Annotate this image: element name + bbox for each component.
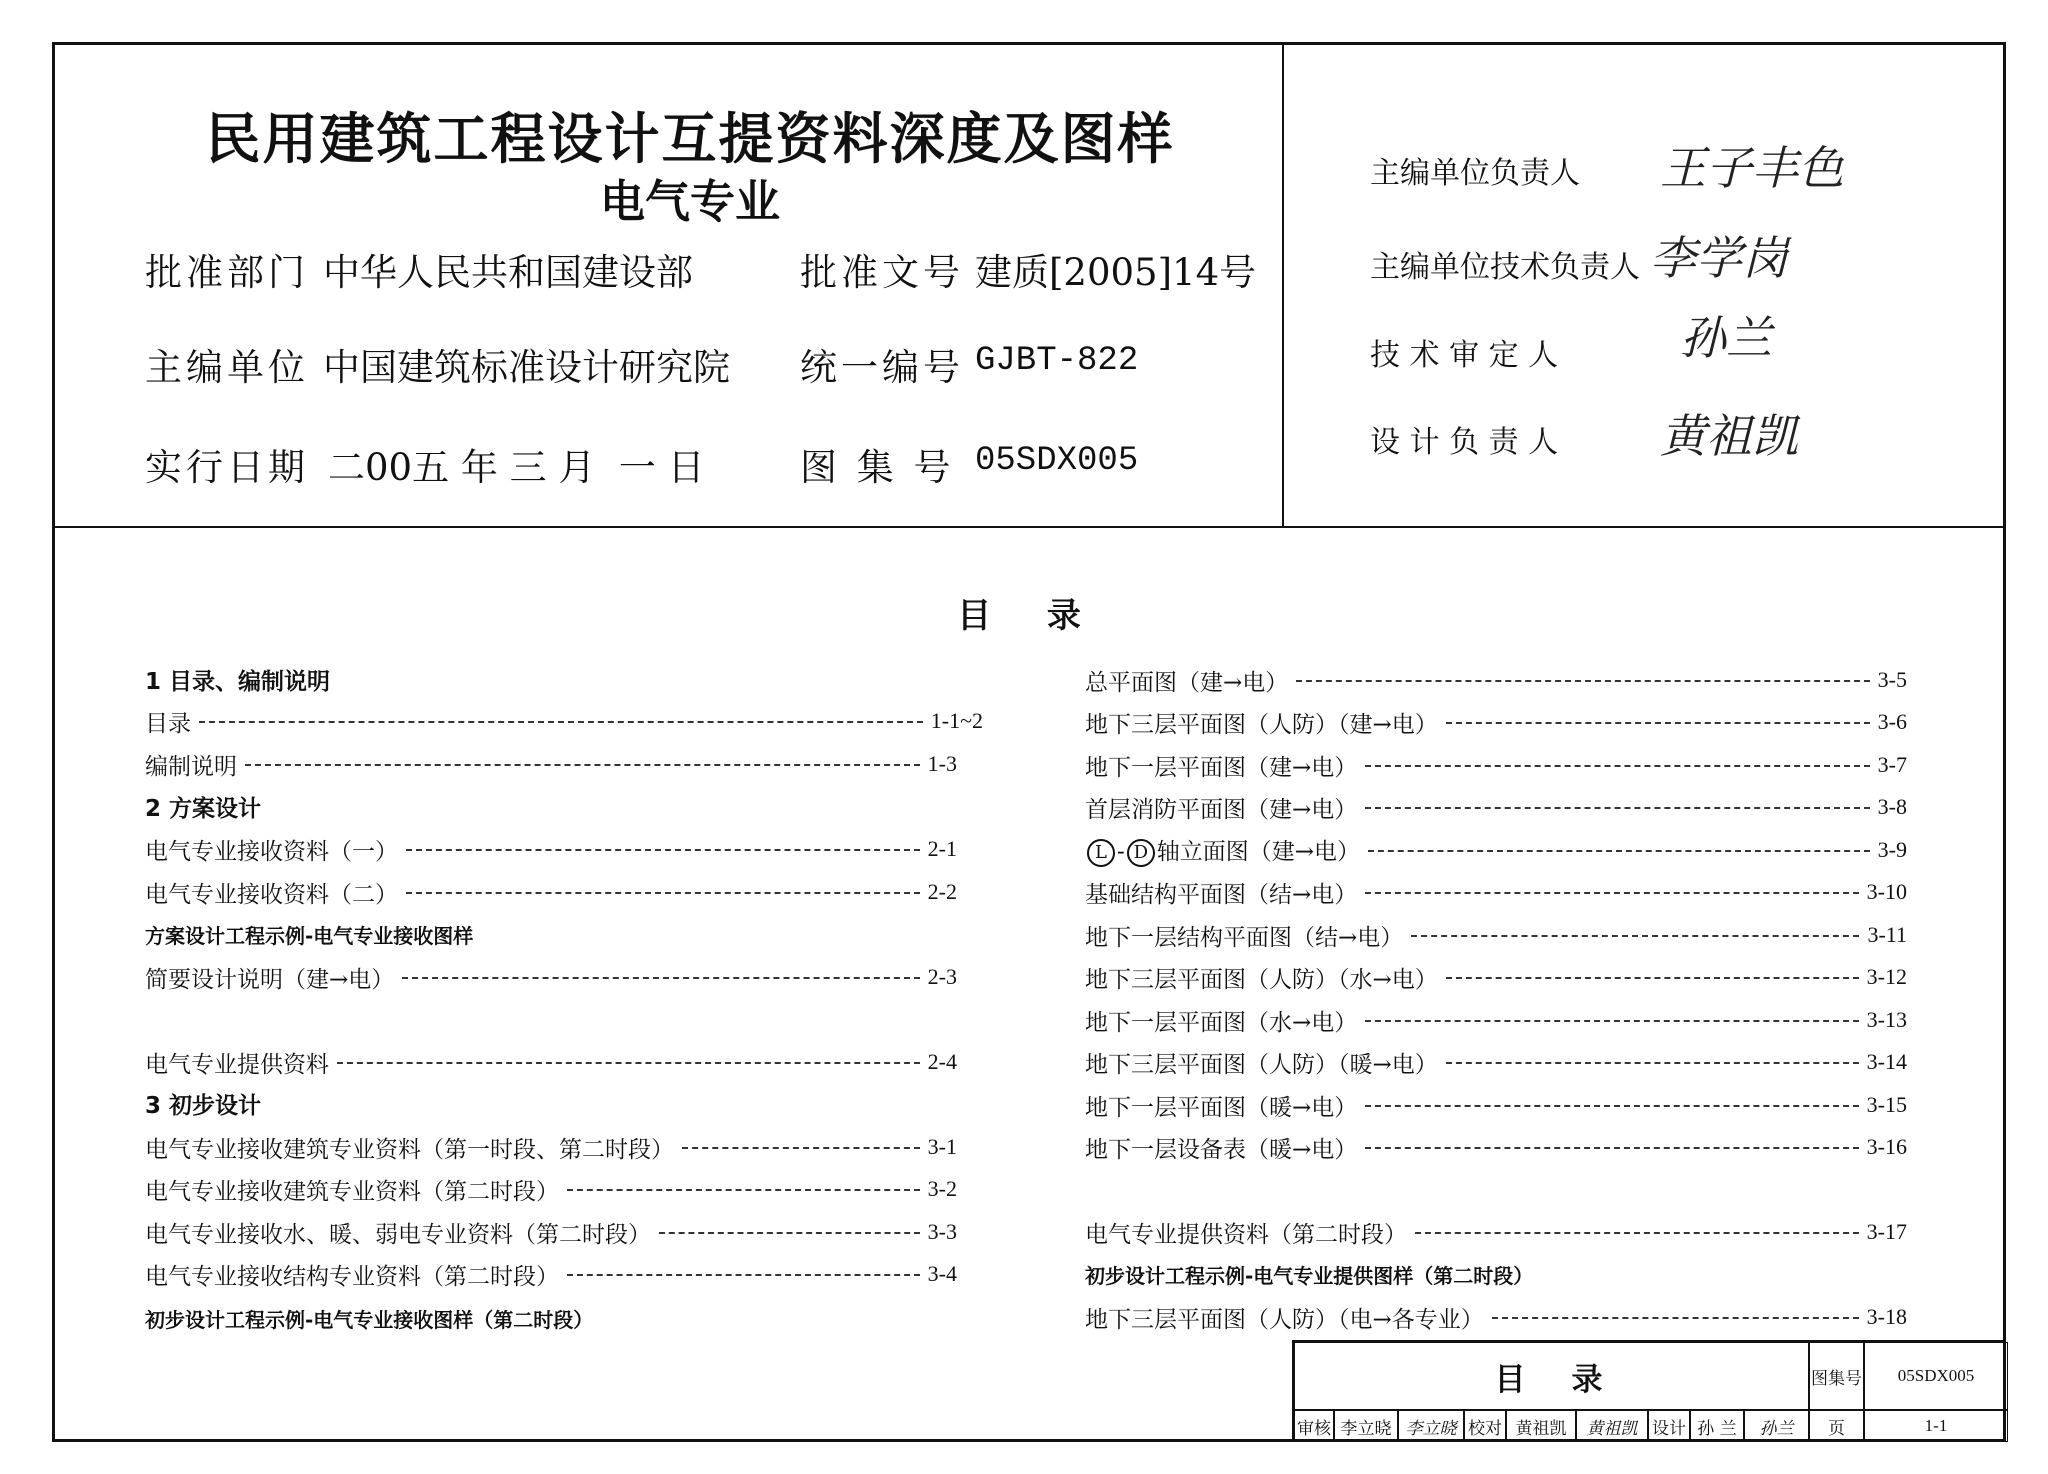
document-subtitle: 电气专业 bbox=[599, 175, 780, 228]
designer-name: 孙 兰 bbox=[1690, 1410, 1744, 1442]
toc-row[interactable] bbox=[145, 960, 957, 994]
toc-row-page: 3-17 bbox=[1866, 1219, 1907, 1244]
resp-label-design-lead: 设 计 负 责 人 bbox=[1370, 425, 1559, 460]
toc-row[interactable] bbox=[1085, 833, 1907, 867]
meta-value-chief-unit: 中国建筑标准设计研究院 bbox=[323, 346, 730, 389]
toc-row[interactable] bbox=[145, 747, 957, 781]
toc-row-axis-label: L - D 轴立面图（建→电） bbox=[1085, 833, 1360, 867]
toc-row-text: 简要设计说明（建→电） bbox=[145, 966, 395, 993]
toc-section-1: 1 目录、编制说明 bbox=[145, 669, 331, 695]
signature-tech-approver: 孙兰 bbox=[1680, 311, 1772, 365]
meta-value-approval-no: 建质[2005]14号 bbox=[975, 251, 1257, 294]
toc-subheading: 方案设计工程示例-电气专业接收图样 bbox=[145, 924, 474, 948]
toc-row[interactable] bbox=[1085, 663, 1907, 697]
toc-row-text: 编制说明 bbox=[145, 753, 237, 780]
toc-row-page: 3-15 bbox=[1866, 1092, 1907, 1117]
toc-row-page: 3-6 bbox=[1877, 709, 1907, 734]
toc-row-text: 地下一层结构平面图（结→电） bbox=[1085, 924, 1404, 951]
toc-row-text: 地下三层平面图（人防）（建→电） bbox=[1085, 711, 1438, 738]
toc-row-page: 1-3 bbox=[927, 751, 957, 776]
toc-row[interactable] bbox=[1085, 1003, 1907, 1037]
toc-row-text: 首层消防平面图（建→电） bbox=[1085, 796, 1358, 823]
toc-row[interactable] bbox=[1085, 875, 1907, 909]
meta-value-atlas-no: 05SDX005 bbox=[975, 442, 1139, 480]
toc-row-page: 2-2 bbox=[927, 879, 957, 904]
toc-row[interactable] bbox=[1085, 705, 1907, 739]
toc-row-text: 总平面图（建→电） bbox=[1085, 669, 1289, 696]
leader-dashes bbox=[1365, 1020, 1858, 1022]
toc-row-page: 2-3 bbox=[927, 964, 957, 989]
toc-row-text: 地下一层平面图（水→电） bbox=[1085, 1009, 1358, 1036]
toc-row[interactable] bbox=[1085, 1088, 1907, 1122]
toc-row-text: 地下一层平面图（暖→电） bbox=[1085, 1094, 1358, 1121]
toc-row-page: 3-8 bbox=[1877, 794, 1907, 819]
design-label: 设计 bbox=[1648, 1410, 1690, 1442]
document-title: 民用建筑工程设计互提资料深度及图样 bbox=[205, 107, 1175, 171]
leader-dashes bbox=[1365, 807, 1869, 809]
toc-row-text: 地下三层平面图（人防）（电→各专业） bbox=[1085, 1306, 1484, 1333]
signature-design-lead: 黄祖凯 bbox=[1660, 409, 1798, 463]
toc-row[interactable] bbox=[1085, 918, 1907, 952]
toc-row-page: 3-5 bbox=[1877, 667, 1907, 692]
leader-dashes bbox=[1365, 892, 1858, 894]
toc-row-text: 地下一层平面图（建→电） bbox=[1085, 754, 1358, 781]
leader-dashes bbox=[1368, 850, 1870, 852]
reviewer-name: 李立晓 bbox=[1334, 1410, 1398, 1442]
leader-dashes bbox=[406, 892, 920, 894]
toc-row-text: 电气专业接收结构专业资料（第二时段） bbox=[145, 1263, 559, 1290]
toc-row-text: 电气专业提供资料 bbox=[145, 1051, 329, 1078]
toc-row-text: 基础结构平面图（结→电） bbox=[1085, 881, 1358, 908]
toc-row[interactable] bbox=[1085, 1045, 1907, 1079]
toc-row[interactable] bbox=[1085, 790, 1907, 824]
meta-label-approval-dept: 批准部门 bbox=[145, 251, 309, 294]
checker-signature: 黄祖凯 bbox=[1576, 1410, 1648, 1442]
page-label: 页 bbox=[1809, 1410, 1864, 1442]
toc-row-text: 地下三层平面图（人防）（暖→电） bbox=[1085, 1051, 1438, 1078]
leader-dashes bbox=[1446, 722, 1870, 724]
checker-name: 黄祖凯 bbox=[1506, 1410, 1576, 1442]
toc-row-page: 3-13 bbox=[1866, 1007, 1907, 1032]
toc-section-2: 2 方案设计 bbox=[145, 796, 262, 822]
leader-dashes bbox=[1492, 1317, 1859, 1319]
atlas-no-label: 图集号 bbox=[1809, 1342, 1864, 1410]
toc-row-text: 轴立面图（建→电） bbox=[1156, 839, 1361, 865]
toc-row-text: 地下一层设备表（暖→电） bbox=[1085, 1136, 1358, 1163]
signature-chief-unit-head: 王子丰色 bbox=[1660, 141, 1844, 195]
atlas-no-value: 05SDX005 bbox=[1864, 1342, 2008, 1410]
leader-dashes bbox=[1446, 977, 1859, 979]
toc-row[interactable] bbox=[1085, 1130, 1907, 1164]
meta-value-approval-dept: 中华人民共和国建设部 bbox=[323, 251, 693, 294]
toc-row[interactable] bbox=[1085, 1215, 1907, 1249]
axis-circle-l: L bbox=[1087, 839, 1115, 867]
leader-dashes bbox=[337, 1062, 920, 1064]
meta-label-chief-unit: 主编单位 bbox=[145, 346, 309, 389]
toc-subheading: 初步设计工程示例-电气专业接收图样（第二时段） bbox=[145, 1308, 594, 1332]
toc-row-text: 地下三层平面图（人防）（水→电） bbox=[1085, 966, 1438, 993]
toc-row-page: 1-1~2 bbox=[930, 708, 983, 733]
toc-title: 目 录 bbox=[957, 596, 1103, 636]
toc-row-text: 电气专业接收资料（二） bbox=[145, 881, 398, 908]
toc-row[interactable] bbox=[1085, 960, 1907, 994]
toc-row-page: 3-16 bbox=[1866, 1134, 1907, 1159]
toc-row-text: 目录 bbox=[145, 710, 191, 737]
leader-dashes bbox=[1415, 1232, 1859, 1234]
toc-row-text: 电气专业提供资料（第二时段） bbox=[1085, 1221, 1407, 1248]
toc-row-page: 2-1 bbox=[927, 836, 957, 861]
toc-row-text: 电气专业接收建筑专业资料（第一时段、第二时段） bbox=[145, 1136, 674, 1163]
leader-dashes bbox=[245, 764, 920, 766]
toc-row-text: 电气专业接收建筑专业资料（第二时段） bbox=[145, 1178, 559, 1205]
meta-value-unified-no: GJBT-822 bbox=[975, 342, 1139, 380]
toc-row-page: 3-9 bbox=[1877, 837, 1907, 862]
toc-row[interactable] bbox=[145, 704, 983, 738]
leader-dashes bbox=[567, 1274, 920, 1276]
leader-dashes bbox=[567, 1189, 920, 1191]
axis-circle-d: D bbox=[1127, 839, 1155, 867]
resp-label-chief-unit-head: 主编单位负责人 bbox=[1370, 156, 1580, 191]
toc-row[interactable] bbox=[145, 1130, 957, 1164]
resp-label-chief-tech-head: 主编单位技术负责人 bbox=[1370, 250, 1640, 285]
toc-row[interactable] bbox=[145, 832, 957, 866]
leader-dashes bbox=[659, 1232, 920, 1234]
toc-row-page: 3-18 bbox=[1866, 1304, 1907, 1329]
leader-dashes bbox=[1411, 935, 1859, 937]
header-divider bbox=[52, 526, 2006, 528]
leader-dashes bbox=[1365, 1105, 1858, 1107]
toc-row-page: 3-2 bbox=[927, 1176, 957, 1201]
toc-row-page: 3-10 bbox=[1866, 879, 1907, 904]
toc-row[interactable] bbox=[145, 1172, 957, 1206]
toc-row-page: 3-3 bbox=[927, 1219, 957, 1244]
leader-dashes bbox=[1446, 1062, 1859, 1064]
leader-dashes bbox=[406, 849, 920, 851]
title-block-name: 目录 bbox=[1294, 1342, 1809, 1410]
toc-row-page: 2-4 bbox=[927, 1049, 957, 1074]
toc-row-page: 3-4 bbox=[927, 1261, 957, 1286]
toc-row-page: 3-12 bbox=[1866, 964, 1907, 989]
check-label: 校对 bbox=[1464, 1410, 1506, 1442]
title-block bbox=[1292, 1340, 2006, 1442]
toc-row[interactable] bbox=[145, 1215, 957, 1249]
reviewer-signature: 李立晓 bbox=[1398, 1410, 1464, 1442]
toc-row-page: 3-11 bbox=[1867, 922, 1907, 947]
leader-dashes bbox=[402, 977, 919, 979]
designer-signature: 孙兰 bbox=[1744, 1410, 1809, 1442]
leader-dashes bbox=[1296, 680, 1869, 682]
leader-dashes bbox=[199, 721, 923, 723]
meta-label-approval-no: 批准文号 bbox=[800, 251, 964, 294]
meta-label-atlas-no: 图 集 号 bbox=[800, 446, 955, 489]
toc-row[interactable] bbox=[145, 1045, 957, 1079]
meta-label-effective-date: 实行日期 bbox=[145, 446, 309, 489]
toc-row[interactable] bbox=[145, 1257, 957, 1291]
meta-value-effective-date: 二00五 年 三 月 一 日 bbox=[328, 446, 705, 489]
toc-row[interactable] bbox=[1085, 748, 1907, 782]
signature-chief-tech-head: 李学岗 bbox=[1650, 231, 1788, 285]
toc-section-3: 3 初步设计 bbox=[145, 1093, 262, 1119]
toc-row-text: 电气专业接收水、暖、弱电专业资料（第二时段） bbox=[145, 1221, 651, 1248]
resp-label-tech-approver: 技 术 审 定 人 bbox=[1370, 338, 1559, 373]
toc-row-page: 3-7 bbox=[1877, 752, 1907, 777]
meta-label-unified-no: 统一编号 bbox=[800, 346, 964, 389]
toc-row[interactable] bbox=[145, 875, 957, 909]
leader-dashes bbox=[1365, 1147, 1858, 1149]
toc-row[interactable] bbox=[1085, 1300, 1907, 1334]
toc-row-text: 电气专业接收资料（一） bbox=[145, 838, 398, 865]
leader-dashes bbox=[1365, 765, 1869, 767]
review-label: 审核 bbox=[1294, 1410, 1334, 1442]
leader-dashes bbox=[682, 1147, 920, 1149]
toc-row-page: 3-1 bbox=[927, 1134, 957, 1159]
toc-row-page: 3-14 bbox=[1866, 1049, 1907, 1074]
page-value: 1-1 bbox=[1864, 1410, 2008, 1442]
toc-subheading: 初步设计工程示例-电气专业提供图样（第二时段） bbox=[1085, 1264, 1534, 1288]
